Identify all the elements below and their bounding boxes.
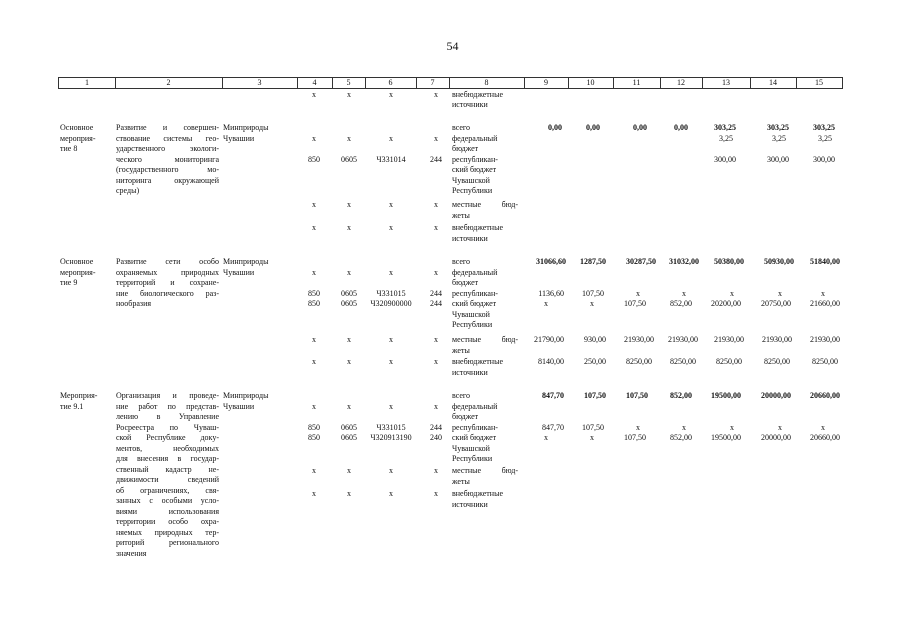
header-col-10: 10 bbox=[586, 78, 595, 87]
value-cell: 8140,00 bbox=[538, 357, 564, 366]
value-cell: 852,00 bbox=[670, 433, 692, 442]
code-cell: x bbox=[347, 200, 351, 209]
source-label: ский бюджет bbox=[452, 433, 497, 442]
value-cell: x bbox=[590, 433, 594, 442]
code-cell: x bbox=[389, 357, 393, 366]
executor: Чувашии bbox=[223, 401, 255, 411]
activity-name: тие 8 bbox=[60, 144, 78, 153]
source-label: всего bbox=[452, 123, 471, 132]
code-cell: x bbox=[347, 489, 351, 498]
header-col-12: 12 bbox=[677, 78, 685, 87]
code-cell: x bbox=[312, 489, 316, 498]
code-cell: Ч320900000 bbox=[370, 299, 412, 308]
activity-description: Развитие и совершен- bbox=[116, 123, 219, 132]
code-cell: x bbox=[434, 267, 438, 277]
activity-description: риторий регионального bbox=[116, 538, 219, 547]
source-label: жеты bbox=[452, 345, 470, 355]
value-cell: 1136,60 bbox=[538, 288, 564, 298]
value-cell: x bbox=[821, 422, 825, 432]
value-cell: x bbox=[590, 299, 594, 308]
value-cell: x bbox=[636, 422, 640, 432]
value-cell: 50380,00 bbox=[714, 257, 744, 266]
value-cell: 1287,50 bbox=[580, 257, 606, 266]
value-cell: 107,50 bbox=[582, 288, 604, 298]
code-cell: x bbox=[312, 223, 316, 232]
activity-description: движимости сведений bbox=[116, 475, 219, 484]
code-cell: x bbox=[347, 267, 351, 277]
value-cell: 21930,00 bbox=[714, 335, 744, 344]
value-cell: 21660,00 bbox=[810, 299, 840, 308]
code-cell: x bbox=[389, 267, 393, 277]
value-cell: 20750,00 bbox=[761, 299, 791, 308]
source-label: Республики bbox=[452, 186, 493, 195]
value-cell: x bbox=[636, 288, 640, 298]
value-cell: 50930,00 bbox=[764, 257, 794, 266]
executor: Минприроды bbox=[223, 257, 269, 266]
activity-description: значения bbox=[116, 548, 147, 558]
source-label: всего bbox=[452, 257, 471, 266]
code-cell: 0605 bbox=[341, 299, 357, 308]
value-cell: x bbox=[778, 422, 782, 432]
activity-name: тие 9.1 bbox=[60, 401, 84, 411]
value-cell: 300,00 bbox=[767, 154, 789, 164]
code-cell: 0605 bbox=[341, 433, 357, 442]
source-label: жеты bbox=[452, 476, 470, 486]
value-cell: x bbox=[544, 433, 548, 442]
activity-name: Мероприя- bbox=[60, 391, 98, 400]
value-cell: 31066,60 bbox=[536, 257, 566, 266]
code-cell: x bbox=[312, 335, 316, 344]
header-col-6: 6 bbox=[388, 78, 393, 87]
cell-x: x bbox=[434, 90, 438, 99]
code-cell: 850 bbox=[308, 288, 320, 298]
source-label: республикан- bbox=[452, 422, 498, 432]
source-label: источники bbox=[452, 100, 488, 109]
value-cell: 3,25 bbox=[719, 133, 733, 143]
code-cell: x bbox=[434, 335, 438, 344]
code-cell: 240 bbox=[430, 433, 442, 442]
value-cell: 852,00 bbox=[670, 391, 692, 400]
header-col-3: 3 bbox=[257, 78, 262, 87]
activity-description: ние биологического раз- bbox=[116, 288, 219, 298]
value-cell: 107,50 bbox=[582, 422, 604, 432]
source-label: Чувашской bbox=[452, 443, 490, 453]
value-cell: 300,00 bbox=[813, 154, 835, 164]
source-label: местные бюд- bbox=[452, 335, 518, 344]
code-cell: x bbox=[389, 466, 393, 475]
code-cell: 244 bbox=[430, 422, 442, 432]
source-label: бюджет bbox=[452, 278, 479, 287]
activity-description: (государственного мо- bbox=[116, 165, 219, 174]
source-label: источники bbox=[452, 499, 488, 509]
code-cell: Ч320913190 bbox=[370, 433, 412, 442]
activity-description: виями использования bbox=[116, 506, 219, 516]
activity-description: лению в Управление bbox=[116, 412, 219, 421]
activity-description: ниторинга окружающей bbox=[116, 175, 219, 185]
header-col-15: 15 bbox=[815, 78, 823, 87]
code-cell: x bbox=[347, 133, 351, 143]
value-cell: 20660,00 bbox=[810, 433, 840, 442]
value-cell: 847,70 bbox=[542, 391, 564, 400]
activity-description: ческого мониторинга bbox=[116, 154, 219, 164]
code-cell: Ч331015 bbox=[376, 422, 406, 432]
activity-description: ственный кадастр не- bbox=[116, 464, 219, 474]
activity-description: няемых природных тер- bbox=[116, 527, 219, 537]
value-cell: 303,25 bbox=[813, 123, 835, 132]
source-label: внебюджетные bbox=[452, 223, 503, 232]
executor: Чувашии bbox=[223, 133, 255, 143]
activity-description: нообразия bbox=[116, 299, 152, 308]
value-cell: 8250,00 bbox=[812, 357, 838, 366]
code-cell: x bbox=[347, 401, 351, 411]
value-cell: 21790,00 bbox=[534, 335, 564, 344]
value-cell: 8250,00 bbox=[626, 357, 652, 366]
code-cell: x bbox=[312, 357, 316, 366]
value-cell: x bbox=[682, 288, 686, 298]
header-col-14: 14 bbox=[769, 78, 777, 87]
code-cell: 850 bbox=[308, 154, 320, 164]
value-cell: 852,00 bbox=[670, 299, 692, 308]
code-cell: x bbox=[434, 200, 438, 209]
value-cell: 300,00 bbox=[714, 154, 736, 164]
value-cell: 20200,00 bbox=[711, 299, 741, 308]
value-cell: 0,00 bbox=[633, 123, 647, 132]
value-cell: 0,00 bbox=[548, 123, 562, 132]
header-col-2: 2 bbox=[166, 78, 171, 87]
source-label: республикан- bbox=[452, 288, 498, 298]
source-label: бюджет bbox=[452, 412, 479, 421]
header-col-7: 7 bbox=[430, 78, 435, 87]
value-cell: 930,00 bbox=[584, 335, 606, 344]
code-cell: Ч331014 bbox=[376, 154, 406, 164]
value-cell: 107,50 bbox=[584, 391, 606, 400]
value-cell: 3,25 bbox=[818, 133, 832, 143]
code-cell: 244 bbox=[430, 299, 442, 308]
code-cell: x bbox=[347, 466, 351, 475]
source-label: ский бюджет bbox=[452, 299, 497, 308]
code-cell: x bbox=[312, 466, 316, 475]
activity-description: Развитие сети особо bbox=[116, 257, 219, 266]
activity-description: охраняемых природных bbox=[116, 267, 219, 277]
value-cell: 21930,00 bbox=[624, 335, 654, 344]
value-cell: 20660,00 bbox=[810, 391, 840, 400]
code-cell: 244 bbox=[430, 154, 442, 164]
activity-description: территорий и сохране- bbox=[116, 278, 219, 287]
value-cell: 20000,00 bbox=[761, 391, 791, 400]
activity-description: среды) bbox=[116, 186, 140, 195]
value-cell: 8250,00 bbox=[670, 357, 696, 366]
code-cell: x bbox=[434, 466, 438, 475]
value-cell: 0,00 bbox=[586, 123, 600, 132]
activity-name: Основное bbox=[60, 257, 94, 266]
value-cell: 20000,00 bbox=[761, 433, 791, 442]
source-label: федеральный bbox=[452, 133, 498, 143]
activity-description: ствование системы гео- bbox=[116, 133, 219, 143]
source-label: жеты bbox=[452, 210, 470, 220]
table-header bbox=[58, 77, 843, 89]
source-label: республикан- bbox=[452, 154, 498, 164]
source-label: местные бюд- bbox=[452, 200, 518, 209]
value-cell: 8250,00 bbox=[716, 357, 742, 366]
value-cell: x bbox=[544, 299, 548, 308]
value-cell: x bbox=[778, 288, 782, 298]
value-cell: 19500,00 bbox=[711, 433, 741, 442]
value-cell: 0,00 bbox=[674, 123, 688, 132]
value-cell: 107,50 bbox=[624, 433, 646, 442]
code-cell: x bbox=[389, 223, 393, 232]
code-cell: x bbox=[434, 401, 438, 411]
source-label: источники bbox=[452, 233, 488, 243]
activity-description: Организация и проведе- bbox=[116, 391, 219, 400]
cell-x: x bbox=[347, 90, 351, 99]
value-cell: 303,25 bbox=[714, 123, 736, 132]
activity-description: ударственного экологи- bbox=[116, 144, 219, 153]
source-label: бюджет bbox=[452, 144, 479, 153]
code-cell: x bbox=[312, 401, 316, 411]
code-cell: x bbox=[434, 223, 438, 232]
activity-name: мероприя- bbox=[60, 267, 96, 277]
code-cell: x bbox=[389, 335, 393, 344]
activity-description: занных с особыми усло- bbox=[116, 496, 219, 505]
header-col-4: 4 bbox=[312, 78, 317, 87]
value-cell: x bbox=[730, 422, 734, 432]
code-cell: x bbox=[434, 133, 438, 143]
value-cell: 19500,00 bbox=[711, 391, 741, 400]
code-cell: x bbox=[389, 133, 393, 143]
source-label: Республики bbox=[452, 454, 493, 463]
value-cell: x bbox=[821, 288, 825, 298]
value-cell: x bbox=[682, 422, 686, 432]
code-cell: x bbox=[312, 267, 316, 277]
code-cell: x bbox=[434, 489, 438, 498]
activity-description: территории особо охра- bbox=[116, 517, 219, 526]
source-label: внебюджетные bbox=[452, 357, 503, 366]
code-cell: x bbox=[389, 200, 393, 209]
code-cell: x bbox=[434, 357, 438, 366]
value-cell: 107,50 bbox=[626, 391, 648, 400]
source-label: источники bbox=[452, 367, 488, 377]
source-label: ский бюджет bbox=[452, 165, 497, 174]
code-cell: x bbox=[389, 489, 393, 498]
value-cell: 31032,00 bbox=[669, 257, 699, 266]
cell-x: x bbox=[312, 90, 316, 99]
code-cell: x bbox=[347, 223, 351, 232]
executor: Минприроды bbox=[223, 391, 269, 400]
code-cell: 244 bbox=[430, 288, 442, 298]
source-label: внебюджетные bbox=[452, 90, 503, 99]
header-col-5: 5 bbox=[346, 78, 351, 87]
header-col-13: 13 bbox=[722, 78, 730, 87]
activity-name: мероприя- bbox=[60, 133, 96, 143]
header-col-11: 11 bbox=[632, 78, 641, 87]
value-cell: 3,25 bbox=[772, 133, 786, 143]
executor: Минприроды bbox=[223, 123, 269, 132]
code-cell: 850 bbox=[308, 299, 320, 308]
value-cell: 107,50 bbox=[624, 299, 646, 308]
value-cell: 250,00 bbox=[584, 357, 606, 366]
activity-description: ние работ по представ- bbox=[116, 401, 219, 411]
activity-description: ментов, необходимых bbox=[116, 443, 219, 453]
value-cell: 303,25 bbox=[767, 123, 789, 132]
activity-description: для внесения в государ- bbox=[116, 454, 219, 463]
cell-x: x bbox=[389, 90, 393, 99]
value-cell: 21930,00 bbox=[762, 335, 792, 344]
activity-description: об ограничениях, свя- bbox=[116, 485, 219, 495]
value-cell: 847,70 bbox=[542, 422, 564, 432]
code-cell: 0605 bbox=[341, 154, 357, 164]
code-cell: 850 bbox=[308, 422, 320, 432]
code-cell: 850 bbox=[308, 433, 320, 442]
source-label: местные бюд- bbox=[452, 466, 518, 475]
source-label: Чувашской bbox=[452, 175, 490, 185]
page-number: 54 bbox=[446, 39, 459, 53]
value-cell: 30287,50 bbox=[626, 257, 656, 266]
executor: Чувашии bbox=[223, 267, 255, 277]
value-cell: 21930,00 bbox=[810, 335, 840, 344]
activity-name: Основное bbox=[60, 123, 94, 132]
code-cell: x bbox=[312, 200, 316, 209]
value-cell: 21930,00 bbox=[668, 335, 698, 344]
code-cell: x bbox=[347, 357, 351, 366]
source-label: федеральный bbox=[452, 267, 498, 277]
code-cell: x bbox=[347, 335, 351, 344]
header-col-9: 9 bbox=[544, 78, 548, 87]
code-cell: Ч331015 bbox=[376, 288, 406, 298]
code-cell: 0605 bbox=[341, 288, 357, 298]
activity-description: ской Республике доку- bbox=[116, 433, 219, 442]
source-label: внебюджетные bbox=[452, 489, 503, 498]
activity-description: Росреестра по Чуваш- bbox=[116, 422, 219, 432]
header-col-1: 1 bbox=[85, 78, 89, 87]
header-col-8: 8 bbox=[484, 78, 489, 87]
code-cell: x bbox=[389, 401, 393, 411]
value-cell: x bbox=[730, 288, 734, 298]
value-cell: 51840,00 bbox=[810, 257, 840, 266]
source-label: Чувашской bbox=[452, 309, 490, 319]
source-label: Республики bbox=[452, 320, 493, 329]
code-cell: 0605 bbox=[341, 422, 357, 432]
code-cell: x bbox=[312, 133, 316, 143]
source-label: всего bbox=[452, 391, 471, 400]
value-cell: 8250,00 bbox=[764, 357, 790, 366]
activity-name: тие 9 bbox=[60, 278, 78, 287]
source-label: федеральный bbox=[452, 401, 498, 411]
